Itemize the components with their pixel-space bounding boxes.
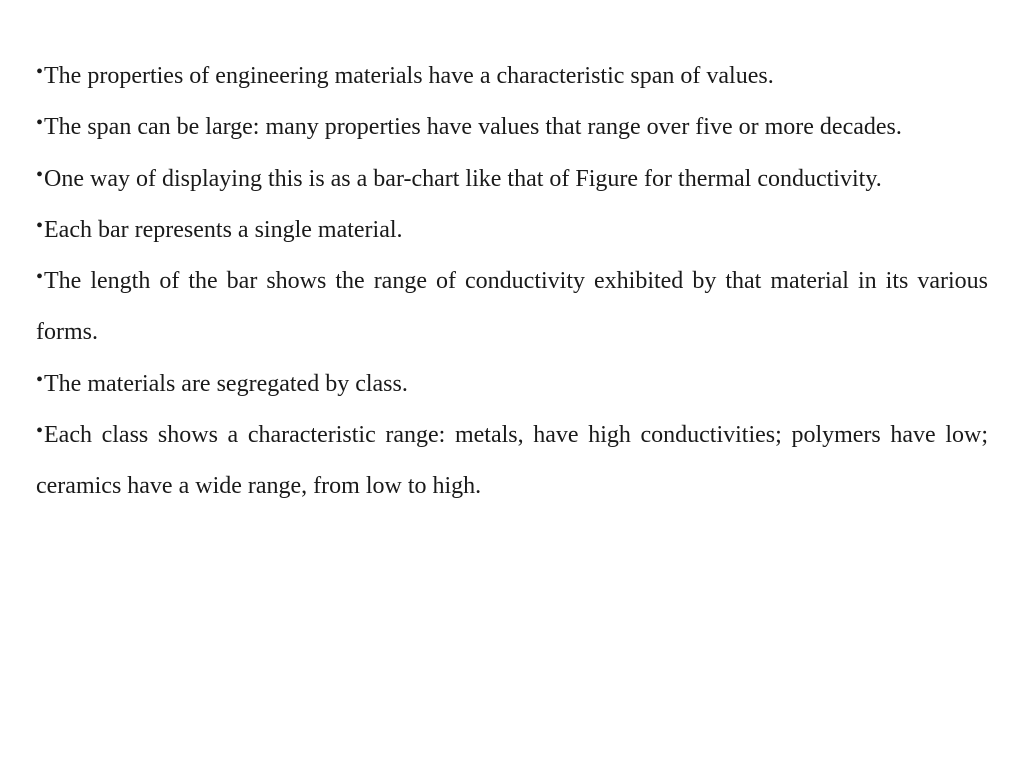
bullet-item: [36, 256, 988, 359]
bullet-text: Each bar represents a single material.: [44, 216, 403, 243]
bullet-list: [36, 51, 988, 513]
bullet-icon: •: [36, 163, 44, 186]
bullet-text: Each class shows a characteristic range: metals, have high conductivities; polymers have low; ceramics have a wide range, from low to high.: [36, 422, 988, 500]
bullet-item: [36, 410, 988, 513]
bullet-text: The span can be large: many properties have values that range over five or more decades.: [44, 114, 902, 141]
bullet-text: One way of displaying this is as a bar-chart like that of Figure for thermal conductivity.: [44, 165, 882, 192]
bullet-item: [36, 102, 988, 153]
bullet-text: The properties of engineering materials have a characteristic span of values.: [44, 63, 774, 89]
bullet-icon: •: [36, 112, 44, 135]
bullet-icon: •: [36, 368, 44, 391]
bullet-text: The length of the bar shows the range of conductivity exhibited by that material in its various forms.: [36, 268, 988, 346]
bullet-item: [36, 359, 988, 410]
bullet-item: [36, 154, 988, 205]
bullet-icon: •: [36, 266, 44, 289]
bullet-icon: •: [36, 420, 44, 443]
bullet-item: [36, 51, 988, 102]
bullet-icon: •: [36, 61, 44, 83]
bullet-icon: •: [36, 214, 44, 237]
bullet-item: [36, 205, 988, 256]
bullet-text: The materials are segregated by class.: [44, 370, 408, 397]
